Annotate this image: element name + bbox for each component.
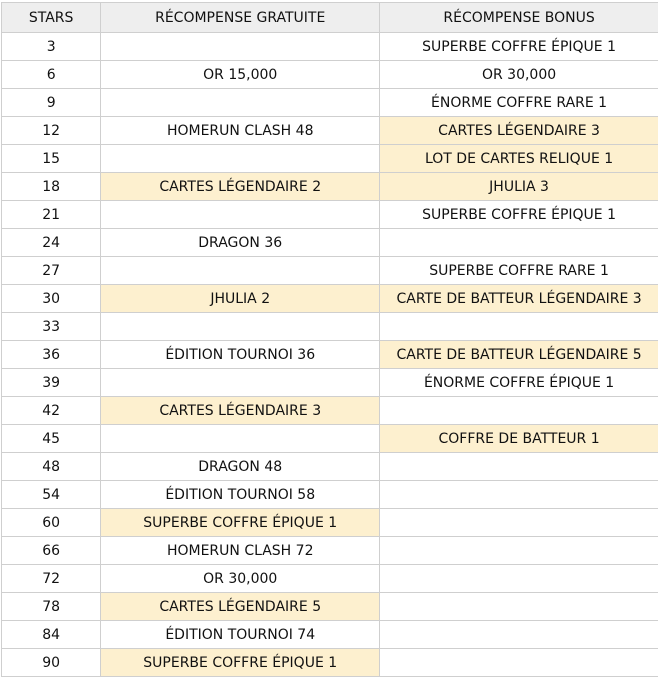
table-row	[2, 257, 658, 285]
stars-cell: 42	[2, 397, 101, 425]
bonus-reward-cell: SUPERBE COFFRE RARE 1	[380, 257, 658, 285]
table-row	[2, 313, 658, 341]
stars-cell: 72	[2, 565, 101, 593]
header-bonus-reward: RÉCOMPENSE BONUS	[380, 3, 658, 33]
stars-cell: 90	[2, 649, 101, 677]
free-reward-cell: ÉDITION TOURNOI 74	[101, 621, 380, 649]
free-reward-cell	[101, 89, 380, 117]
stars-cell: 39	[2, 369, 101, 397]
free-reward-cell: OR 15,000	[101, 61, 380, 89]
table-row	[2, 229, 658, 257]
table-row	[2, 537, 658, 565]
stars-cell: 84	[2, 621, 101, 649]
stars-cell: 15	[2, 145, 101, 173]
table-row	[2, 509, 658, 537]
table-body	[2, 33, 658, 677]
stars-cell: 18	[2, 173, 101, 201]
table-row	[2, 481, 658, 509]
free-reward-cell: HOMERUN CLASH 72	[101, 537, 380, 565]
free-reward-cell: SUPERBE COFFRE ÉPIQUE 1	[101, 649, 380, 677]
table-header	[2, 3, 658, 33]
rewards-table	[1, 2, 658, 677]
table-row	[2, 397, 658, 425]
bonus-reward-cell	[380, 453, 658, 481]
stars-cell: 9	[2, 89, 101, 117]
stars-cell: 12	[2, 117, 101, 145]
bonus-reward-cell	[380, 565, 658, 593]
table-row	[2, 565, 658, 593]
table-row	[2, 201, 658, 229]
table-row	[2, 117, 658, 145]
header-row	[2, 3, 658, 33]
free-reward-cell: CARTES LÉGENDAIRE 2	[101, 173, 380, 201]
free-reward-cell: SUPERBE COFFRE ÉPIQUE 1	[101, 509, 380, 537]
free-reward-cell	[101, 201, 380, 229]
bonus-reward-cell: COFFRE DE BATTEUR 1	[380, 425, 658, 453]
table-row	[2, 453, 658, 481]
bonus-reward-cell: OR 30,000	[380, 61, 658, 89]
free-reward-cell: JHULIA 2	[101, 285, 380, 313]
free-reward-cell	[101, 313, 380, 341]
bonus-reward-cell	[380, 593, 658, 621]
stars-cell: 33	[2, 313, 101, 341]
bonus-reward-cell: LOT DE CARTES RELIQUE 1	[380, 145, 658, 173]
table-row	[2, 285, 658, 313]
free-reward-cell: ÉDITION TOURNOI 58	[101, 481, 380, 509]
table-row	[2, 145, 658, 173]
bonus-reward-cell: ÉNORME COFFRE RARE 1	[380, 89, 658, 117]
bonus-reward-cell: CARTE DE BATTEUR LÉGENDAIRE 5	[380, 341, 658, 369]
stars-cell: 3	[2, 33, 101, 61]
free-reward-cell	[101, 369, 380, 397]
free-reward-cell	[101, 33, 380, 61]
free-reward-cell	[101, 425, 380, 453]
table-row	[2, 173, 658, 201]
table-row	[2, 593, 658, 621]
bonus-reward-cell	[380, 481, 658, 509]
table-row	[2, 33, 658, 61]
stars-cell: 60	[2, 509, 101, 537]
bonus-reward-cell	[380, 649, 658, 677]
bonus-reward-cell: CARTES LÉGENDAIRE 3	[380, 117, 658, 145]
header-free-reward: RÉCOMPENSE GRATUITE	[101, 3, 380, 33]
stars-cell: 54	[2, 481, 101, 509]
bonus-reward-cell: SUPERBE COFFRE ÉPIQUE 1	[380, 33, 658, 61]
stars-cell: 78	[2, 593, 101, 621]
free-reward-cell: CARTES LÉGENDAIRE 5	[101, 593, 380, 621]
bonus-reward-cell	[380, 537, 658, 565]
table-row	[2, 369, 658, 397]
stars-cell: 48	[2, 453, 101, 481]
free-reward-cell	[101, 145, 380, 173]
table-row	[2, 341, 658, 369]
bonus-reward-cell	[380, 397, 658, 425]
bonus-reward-cell	[380, 229, 658, 257]
bonus-reward-cell	[380, 509, 658, 537]
stars-cell: 27	[2, 257, 101, 285]
stars-cell: 21	[2, 201, 101, 229]
free-reward-cell: ÉDITION TOURNOI 36	[101, 341, 380, 369]
stars-cell: 6	[2, 61, 101, 89]
free-reward-cell: HOMERUN CLASH 48	[101, 117, 380, 145]
stars-cell: 36	[2, 341, 101, 369]
bonus-reward-cell: CARTE DE BATTEUR LÉGENDAIRE 3	[380, 285, 658, 313]
free-reward-cell	[101, 257, 380, 285]
free-reward-cell: DRAGON 48	[101, 453, 380, 481]
stars-cell: 66	[2, 537, 101, 565]
header-stars: STARS	[2, 3, 101, 33]
table-row	[2, 89, 658, 117]
table-row	[2, 425, 658, 453]
bonus-reward-cell: SUPERBE COFFRE ÉPIQUE 1	[380, 201, 658, 229]
bonus-reward-cell: JHULIA 3	[380, 173, 658, 201]
stars-cell: 30	[2, 285, 101, 313]
free-reward-cell: OR 30,000	[101, 565, 380, 593]
stars-cell: 45	[2, 425, 101, 453]
free-reward-cell: DRAGON 36	[101, 229, 380, 257]
bonus-reward-cell	[380, 621, 658, 649]
bonus-reward-cell	[380, 313, 658, 341]
stars-cell: 24	[2, 229, 101, 257]
table-row	[2, 649, 658, 677]
bonus-reward-cell: ÉNORME COFFRE ÉPIQUE 1	[380, 369, 658, 397]
table-row	[2, 621, 658, 649]
table-row	[2, 61, 658, 89]
free-reward-cell: CARTES LÉGENDAIRE 3	[101, 397, 380, 425]
